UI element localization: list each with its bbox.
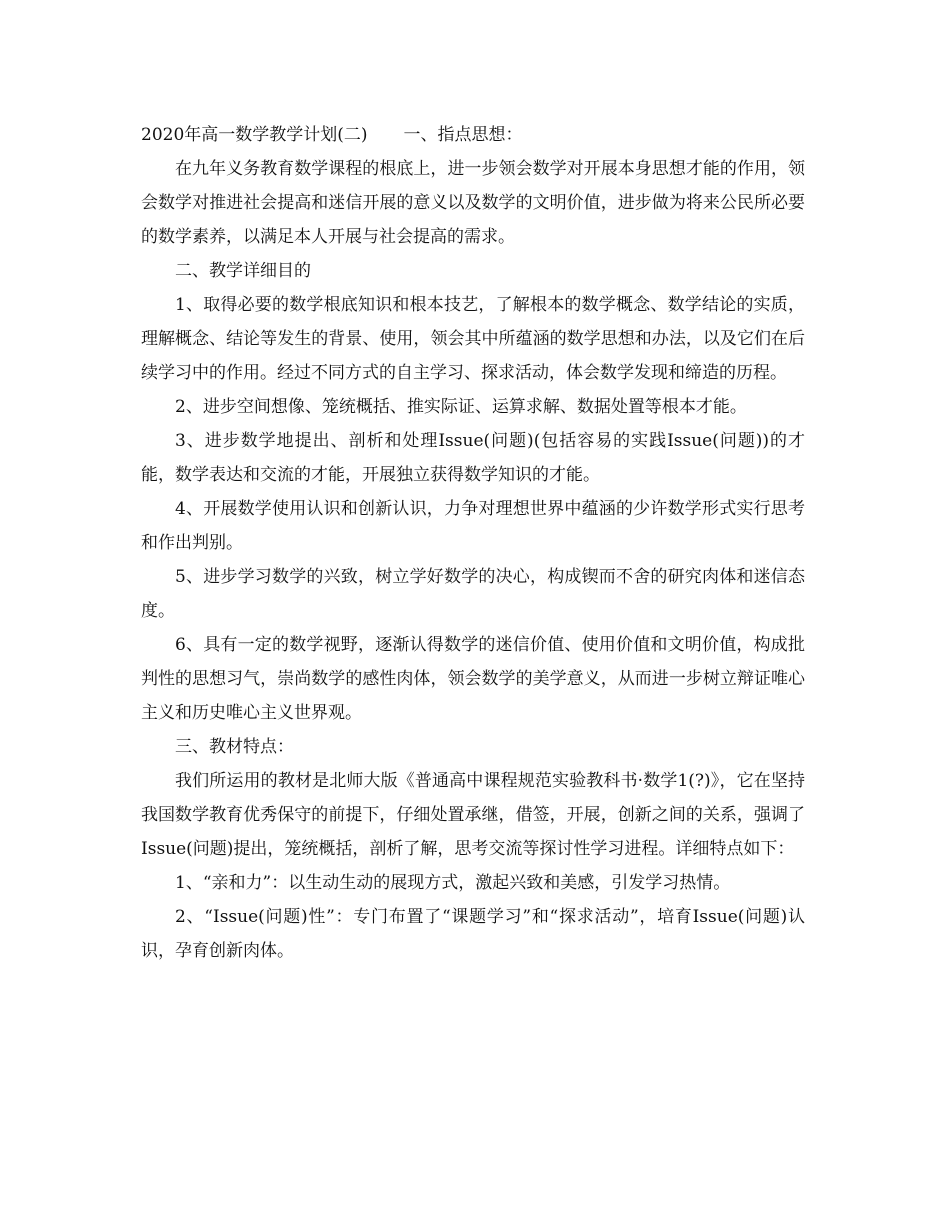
section-heading-1: 一、指点思想： [403, 125, 523, 145]
paragraph: 1、“亲和力”：以生动生动的展现方式，激起兴致和美感，引发学习热情。 [175, 873, 731, 893]
paragraph: 2、“Issue(问题)性”：专门布置了“课题学习”和“探求活动”，培育Issue(问题)认识，孕育创新肉体。 [141, 907, 805, 961]
paragraph: 在九年义务教育数学课程的根底上，进一步领会数学对开展本身思想才能的作用，领会数学对推进社会提高和迷信开展的意义以及数学的文明价值，进步做为将来公民所必要的数学素养，以满足本人开展与社会提高的需求。 [141, 159, 805, 247]
paragraph: 我们所运用的教材是北师大版《普通高中课程规范实验教科书·数学1(?)》，它在坚持我国数学教育优秀保守的前提下，仔细处置承继，借签，开展，创新之间的关系，强调了Issue(问题)提出，笼统概括，剖析了解，思考交流等探讨性学习进程。详细特点如下： [141, 771, 805, 859]
paragraph: 4、开展数学使用认识和创新认识，力争对理想世界中蕴涵的少许数学形式实行思考和作出判别。 [141, 499, 805, 553]
paragraph: 3、进步数学地提出、剖析和处理Issue(问题)(包括容易的实践Issue(问题))的才能，数学表达和交流的才能，开展独立获得数学知识的才能。 [141, 431, 805, 485]
paragraph: 5、进步学习数学的兴致，树立学好数学的决心，构成锲而不舍的研究肉体和迷信态度。 [141, 567, 805, 621]
paragraph: 2、进步空间想像、笼统概括、推实际证、运算求解、数据处置等根本才能。 [175, 397, 747, 417]
section-heading-2: 二、教学详细目的 [175, 261, 311, 281]
paragraph: 6、具有一定的数学视野，逐渐认得数学的迷信价值、使用价值和文明价值，构成批判性的思想习气，崇尚数学的感性肉体，领会数学的美学意义，从而进一步树立辩证唯心主义和历史唯心主义世界观。 [141, 635, 805, 723]
document-title: 2020年高一数学教学计划(二) [141, 125, 368, 145]
paragraph: 1、取得必要的数学根底知识和根本技艺，了解根本的数学概念、数学结论的实质，理解概念、结论等发生的背景、使用，领会其中所蕴涵的数学思想和办法，以及它们在后续学习中的作用。经过不同方式的自主学习、探求活动，体会数学发现和缔造的历程。 [141, 295, 805, 383]
document-body [141, 118, 805, 968]
section-heading-3: 三、教材特点： [175, 737, 294, 757]
title-line [141, 118, 805, 152]
